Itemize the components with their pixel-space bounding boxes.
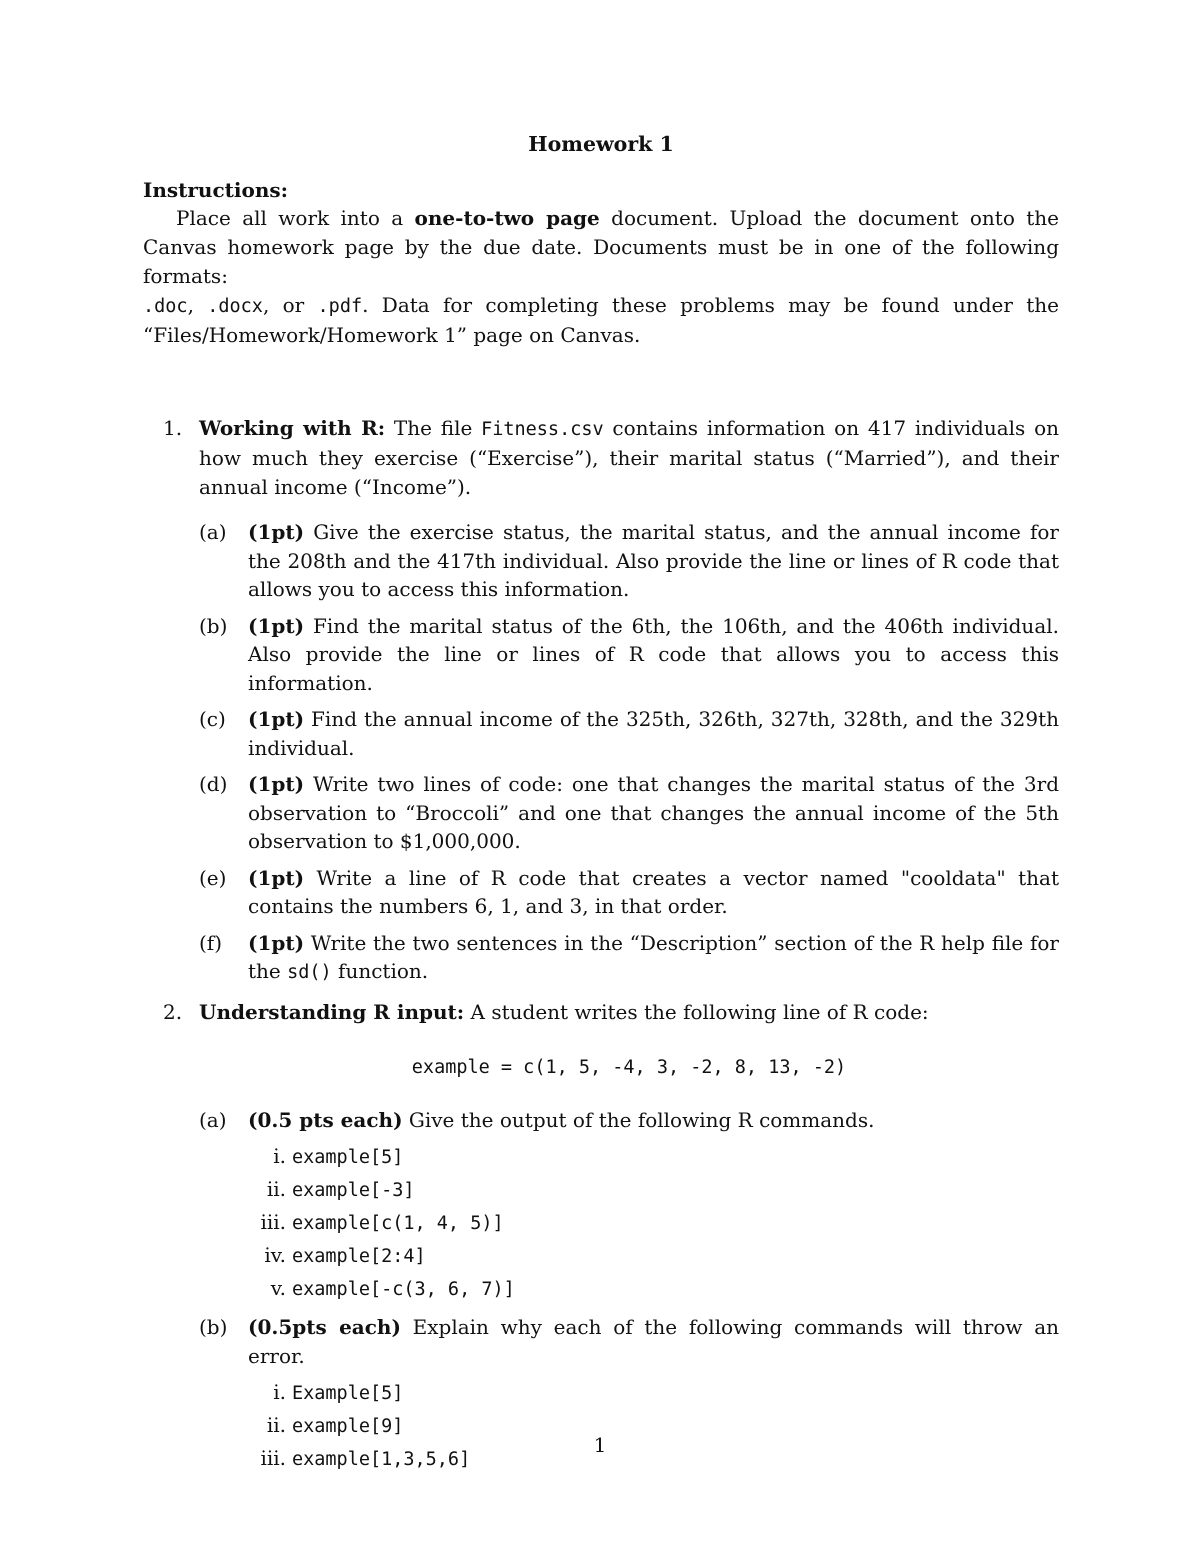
problem-intro: A student writes the following line of R code: (464, 999, 929, 1024)
part-label: (d) (199, 772, 228, 796)
part-points: (1pt) (248, 707, 305, 731)
problem-intro: The file (385, 416, 482, 440)
roman-numeral: i. (273, 1380, 286, 1404)
list-item (248, 1376, 1059, 1409)
part-1c (199, 705, 1059, 762)
part-1f (199, 929, 1059, 988)
roman-numeral: iv. (264, 1243, 286, 1267)
file-name: Fitness.csv (481, 419, 604, 440)
list-item (248, 1272, 1059, 1305)
list-item (248, 1206, 1059, 1239)
part-1d (199, 770, 1059, 856)
page-number: 1 (593, 1433, 607, 1457)
instructions-bold-text: one-to-two page (414, 206, 600, 230)
part-label: (b) (199, 613, 228, 638)
document-page (143, 128, 1059, 1483)
instructions-body (143, 204, 1059, 350)
format-docx: .docx (207, 296, 263, 317)
problem-number: 2. (163, 999, 183, 1024)
instructions-text: document. Upload the document onto the Canvas homework page by the due date. Documents must be in one of the following formats: (143, 206, 1060, 288)
instructions-separator: , (187, 293, 208, 317)
roman-numeral: v. (270, 1276, 286, 1300)
part-text: function. (331, 959, 429, 983)
part-label: (c) (199, 707, 226, 731)
part-text: Find the annual income of the 325th, 326th, 327th, 328th, and the 329th individual. (248, 707, 1059, 760)
roman-numeral: iii. (260, 1446, 286, 1470)
problem-1-parts (199, 518, 1059, 988)
roman-numeral: i. (273, 1144, 286, 1168)
problem-heading: Working with R: (199, 416, 386, 440)
instructions-heading: Instructions: (143, 178, 289, 202)
instructions-text: Place all work into a (176, 206, 415, 230)
part-points: (0.5 pts each) (248, 1107, 403, 1132)
part-2a-items (248, 1140, 1059, 1305)
code-command: example[2:4] (292, 1246, 426, 1267)
part-text: Give the exercise status, the marital status, and the annual income for the 208th and the 417th individual. Also provide the line or lines of R code that allows you to access this information. (248, 520, 1059, 601)
part-points: (0.5pts each) (248, 1315, 401, 1339)
code-example-line: example = c(1, 5, -4, 3, -2, 8, 13, -2) (411, 1056, 847, 1078)
part-text: Give the output of the following R commands. (402, 1107, 875, 1132)
code-command: example[-c(3, 6, 7)] (292, 1279, 515, 1300)
list-item (248, 1173, 1059, 1206)
page-title: Homework 1 (528, 132, 674, 156)
code-command: example[5] (292, 1147, 404, 1168)
part-text: Find the marital status of the 6th, the 106th, and the 406th individual. Also provide the line or lines of R code that allows you to access this information. (248, 613, 1059, 695)
part-points: (1pt) (248, 520, 305, 544)
list-item (248, 1239, 1059, 1272)
problem-number: 1. (163, 416, 183, 440)
part-label: (e) (199, 865, 227, 890)
problem-heading: Understanding R input: (199, 999, 465, 1024)
part-points: (1pt) (248, 930, 305, 955)
part-label: (a) (199, 1107, 227, 1132)
format-pdf: .pdf (317, 296, 363, 317)
instructions-separator: , or (262, 293, 318, 317)
part-label: (a) (199, 520, 227, 544)
instructions-text: . Data for completing these problems may be found under the “Files/Homework/Homework 1” page on Canvas. (143, 293, 1059, 347)
list-item (248, 1140, 1059, 1173)
roman-numeral: ii. (266, 1177, 286, 1201)
problem-2 (143, 998, 1059, 1476)
part-text: Write a line of R code that creates a vector named "cooldata" that contains the numbers 6, 1, and 3, in that order. (248, 865, 1059, 918)
part-text: Explain why each of the following commands will throw an error. (248, 1315, 1059, 1368)
part-1e (199, 864, 1059, 921)
inline-code: sd() (287, 962, 332, 983)
code-command: example[-3] (292, 1180, 415, 1201)
part-points: (1pt) (248, 865, 305, 890)
part-1a (199, 518, 1059, 604)
format-doc: .doc (143, 296, 188, 317)
code-command: Example[5] (292, 1383, 404, 1404)
problem-intro: contains information on 417 individuals on how much they exercise (“Exercise”), their marital status (“Married”), and their annual income (“Income”). (199, 416, 1060, 499)
part-points: (1pt) (248, 613, 305, 638)
part-label: (b) (199, 1315, 228, 1339)
part-2a (199, 1106, 1059, 1306)
part-2b-items (248, 1376, 1059, 1475)
code-command: example[1,3,5,6] (292, 1449, 471, 1470)
part-label: (f) (199, 930, 223, 955)
part-text: Write the two sentences in the “Description” section of the R help file for the (248, 930, 1059, 983)
part-points: (1pt) (248, 772, 305, 796)
part-1b (199, 612, 1059, 698)
part-text: Write two lines of code: one that changes the marital status of the 3rd observation to “Broccoli” and one that changes the annual income of the 5th observation to $1,000,000. (248, 772, 1059, 853)
code-command: example[c(1, 4, 5)] (292, 1213, 504, 1234)
roman-numeral: iii. (260, 1210, 286, 1234)
roman-numeral: ii. (266, 1413, 286, 1437)
code-command: example[9] (292, 1416, 404, 1437)
problem-1 (143, 414, 1059, 988)
